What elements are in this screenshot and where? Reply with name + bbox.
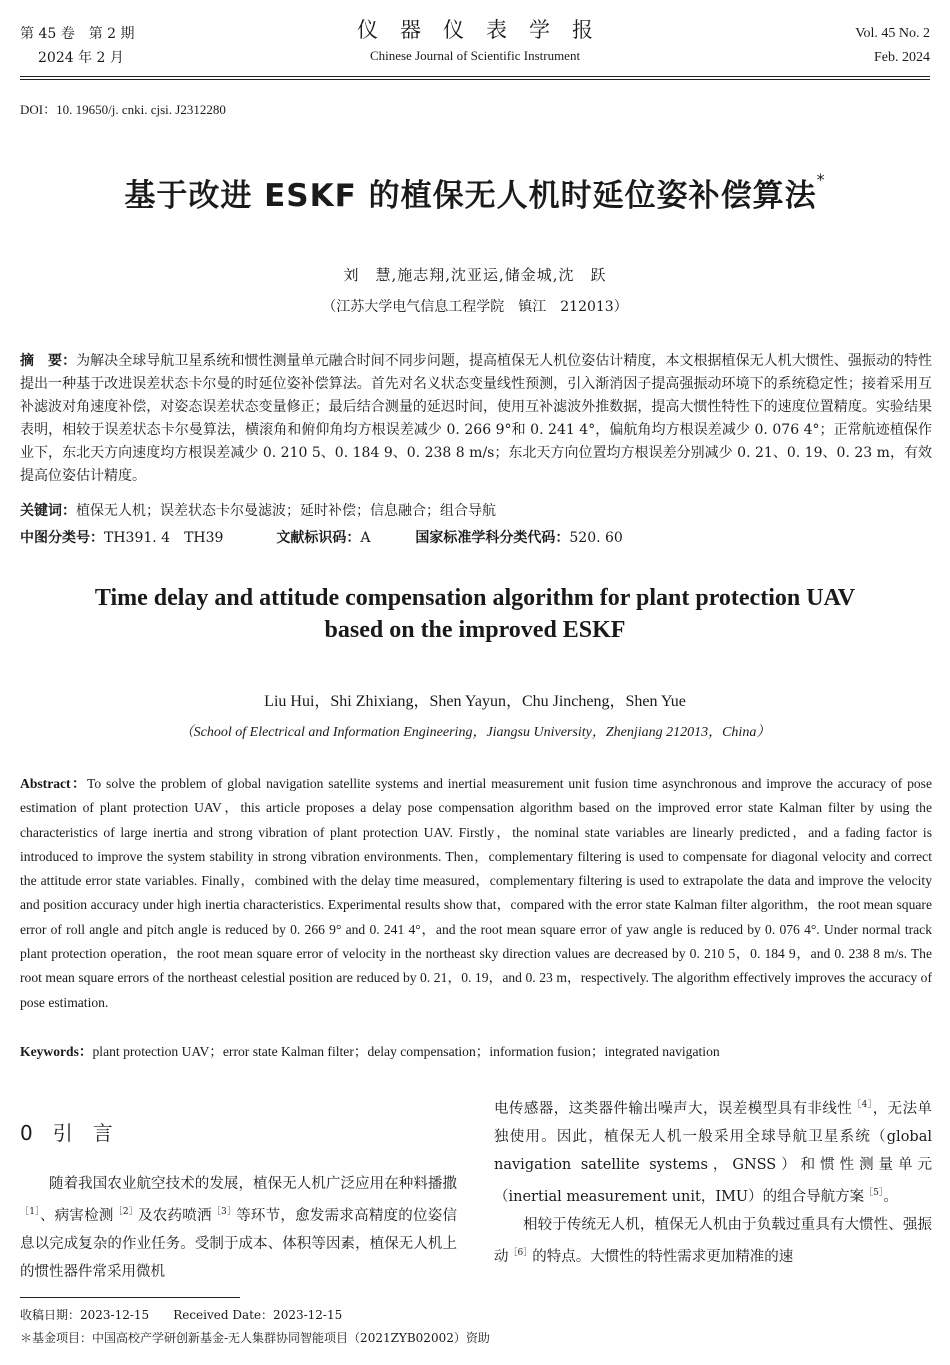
abstract-cn-text: 为解决全球导航卫星系统和惯性测量单元融合时间不同步问题，提高植保无人机位姿估计精度，本文根据植保无人机大惯性、强振动的特性提出一种基于改进误差状态卡尔曼的时延位姿补偿算法。首先对名义状态变量线性预测，引入渐消因子提高强振动环境下的系统稳定性；接着采用互补滤波对角速度补偿，对姿态误差状态变量修正；最后结合测量的延迟时间，使用互补滤波外推数据，提高大惯性特性下的速度位置精度。实验结果表明，相较于误差状态卡尔曼算法，横滚角和俯仰角均方根误差减少 0. 266 9°和 0. 241 4°，偏航角均方根误差减少 0. 076 4°；正常航迹植保作业下，东北天方向速度均方根误差减少 0. 210 5、0. 184 9、0. 238 8 m/s；东北天方向位置均方根误差分别减少 0. 21、0. 19、0. 23 m，有效提高位姿估计精度。 bbox=[20, 353, 932, 484]
body-text: 相较于传统无人机，植保无人机由于负载过重具有大惯性、强振动 bbox=[494, 1216, 932, 1265]
citation: ［2］ bbox=[113, 1207, 139, 1217]
abstract-en-label: Abstract： bbox=[20, 776, 88, 791]
header-rule bbox=[20, 76, 930, 77]
date-cn: 2024 年 2 月 bbox=[38, 50, 124, 66]
citation: ［1］ bbox=[20, 1207, 40, 1217]
abstract-cn-label: 摘 要： bbox=[20, 353, 77, 369]
section-number: 0 bbox=[20, 1121, 33, 1145]
keywords-cn bbox=[20, 500, 932, 523]
body-paragraph bbox=[20, 1170, 457, 1286]
citation: ［4］ bbox=[852, 1100, 873, 1110]
title-text-cn: 基于改进 ESKF 的植保无人机时延位姿补偿算法 bbox=[124, 178, 817, 214]
section-title: 引 言 bbox=[52, 1121, 113, 1145]
clc-value: TH391. 4 TH39 bbox=[104, 530, 224, 546]
body-text: 的特点。大惯性的特性需求更加精准的速 bbox=[532, 1248, 794, 1265]
keywords-en-text: plant protection UAV；error state Kalman filter；delay compensation；information fusion；integrated navigation bbox=[92, 1044, 720, 1059]
doc-code-value: A bbox=[360, 530, 371, 546]
keywords-en bbox=[20, 1040, 932, 1060]
body-paragraph bbox=[494, 1211, 932, 1271]
body-column-left bbox=[20, 1170, 457, 1286]
title-text-en: Time delay and attitude compensation algorithm for plant protection UAV based on the improved ESKF bbox=[94, 585, 856, 643]
authors-en: Liu Hui，Shi Zhixiang，Shen Yayun，Chu Jincheng，Shen Yue bbox=[264, 693, 686, 710]
date-en: Feb. 2024 bbox=[874, 50, 930, 65]
body-text: 电传感器，这类器件输出噪声大，误差模型具有非线性 bbox=[494, 1100, 853, 1117]
title-footnote-mark: * bbox=[816, 170, 826, 189]
abstract-cn bbox=[20, 350, 932, 488]
clc-label: 中图分类号： bbox=[20, 530, 104, 546]
body-text: 随着我国农业航空技术的发展，植保无人机广泛应用在种料播撒 bbox=[49, 1176, 457, 1192]
footnote-rule bbox=[20, 1297, 240, 1298]
authors-cn: 刘 慧,施志翔,沈亚运,储金城,沈 跃 bbox=[343, 266, 607, 284]
header-rule-double bbox=[20, 79, 930, 80]
abstract-en-text: To solve the problem of global navigation satellite systems and inertial measurement unit fusion time asynchronous and improve the accuracy of pose estimation of plant protection UAV，this article proposes a delay pose compensation algorithm based on the improved error state Kalman filter by using the characteristics of large inertia and strong vibration of plant protection UAV. Firstly，the nominal state variables are linearly predicted，and a fading factor is introduced to improve the system stability in strong vibration environments. Then，complementary filtering is used to compensate for diagonal velocity and correct the attitude error state variables. Finally，combined with the delay time measured，complementary filtering is used to extrapolate the data and improve the velocity and position accuracy under high inertia characteristics. Experimental results show that，compared with the error state Kalman filter algorithm，the root mean square error of roll angle and pitch angle is reduced by 0. 266 9° and 0. 241 4°，and the root mean square error of yaw angle is reduced by 0. 076 4°. Under normal track plant protection operation，the root mean square error of velocity in the northeast sky direction values are decreased by 0. 210 5，0. 184 9，and 0. 238 8 m/s. The root mean square errors of the northeast celestial position are reduced by 0. 21，0. 19，and 0. 23 m，respectively. The algorithm effectively improves the accuracy of pose estimation. bbox=[20, 776, 932, 1010]
keywords-cn-text: 植保无人机；误差状态卡尔曼滤波；延时补偿；信息融合；组合导航 bbox=[76, 503, 496, 519]
footnote-received: 收稿日期：2023-12-15 Received Date：2023-12-15 bbox=[20, 1308, 343, 1322]
body-text: 等环节，愈发需求高精度的位姿信息以完成复杂的作业任务。受制于成本、体积等因素，植保无人机上的惯性器件常采用微机 bbox=[20, 1207, 457, 1280]
abstract-en bbox=[20, 772, 932, 1015]
doc-code-label: 文献标识码： bbox=[276, 530, 361, 546]
citation: ［6］ bbox=[508, 1247, 533, 1258]
classification-line bbox=[20, 527, 932, 547]
body-text: 及农药喷洒 bbox=[138, 1207, 212, 1224]
body-text: 。 bbox=[883, 1188, 898, 1205]
footnote-fund: ＊基金项目：中国高校产学研创新基金-无人集群协同智能项目（2021ZYB02002）资助 bbox=[20, 1331, 490, 1345]
doi: DOI：10. 19650/j. cnki. cjsi. J2312280 bbox=[20, 102, 226, 117]
header-right bbox=[855, 22, 930, 70]
body-text: 、病害检测 bbox=[39, 1207, 114, 1224]
body-text: ，无法单独使用。因此，植保无人机一般采用全球导航卫星系统（global navigation satellite systems，GNSS）和惯性测量单元（inertial measurement unit，IMU）的组合导航方案 bbox=[494, 1100, 933, 1205]
citation: ［3］ bbox=[211, 1207, 237, 1217]
body-column-right bbox=[494, 1091, 932, 1270]
body-paragraph bbox=[494, 1091, 932, 1211]
journal-title-en: Chinese Journal of Scientific Instrument bbox=[369, 48, 581, 63]
volume-issue-cn: 第 45 卷 第 2 期 bbox=[20, 26, 135, 42]
journal-title-cn: 仪器仪表学报 bbox=[357, 18, 615, 42]
paper-title-en bbox=[0, 582, 950, 646]
header-center bbox=[0, 14, 950, 66]
paper-title-cn bbox=[0, 170, 950, 215]
affiliation-en: （School of Electrical and Information Engineering，Jiangsu University，Zhenjiang 212013，China） bbox=[179, 725, 771, 740]
discipline-code-label: 国家标准学科分类代码： bbox=[415, 530, 570, 546]
affiliation-cn: （江苏大学电气信息工程学院 镇江 212013） bbox=[322, 299, 628, 315]
keywords-cn-label: 关键词： bbox=[20, 503, 76, 519]
discipline-code-value: 520. 60 bbox=[569, 530, 623, 546]
citation: ［5］ bbox=[864, 1187, 884, 1198]
volume-issue-en: Vol. 45 No. 2 bbox=[855, 26, 930, 41]
section-heading bbox=[20, 1117, 113, 1146]
keywords-en-label: Keywords： bbox=[20, 1044, 93, 1059]
